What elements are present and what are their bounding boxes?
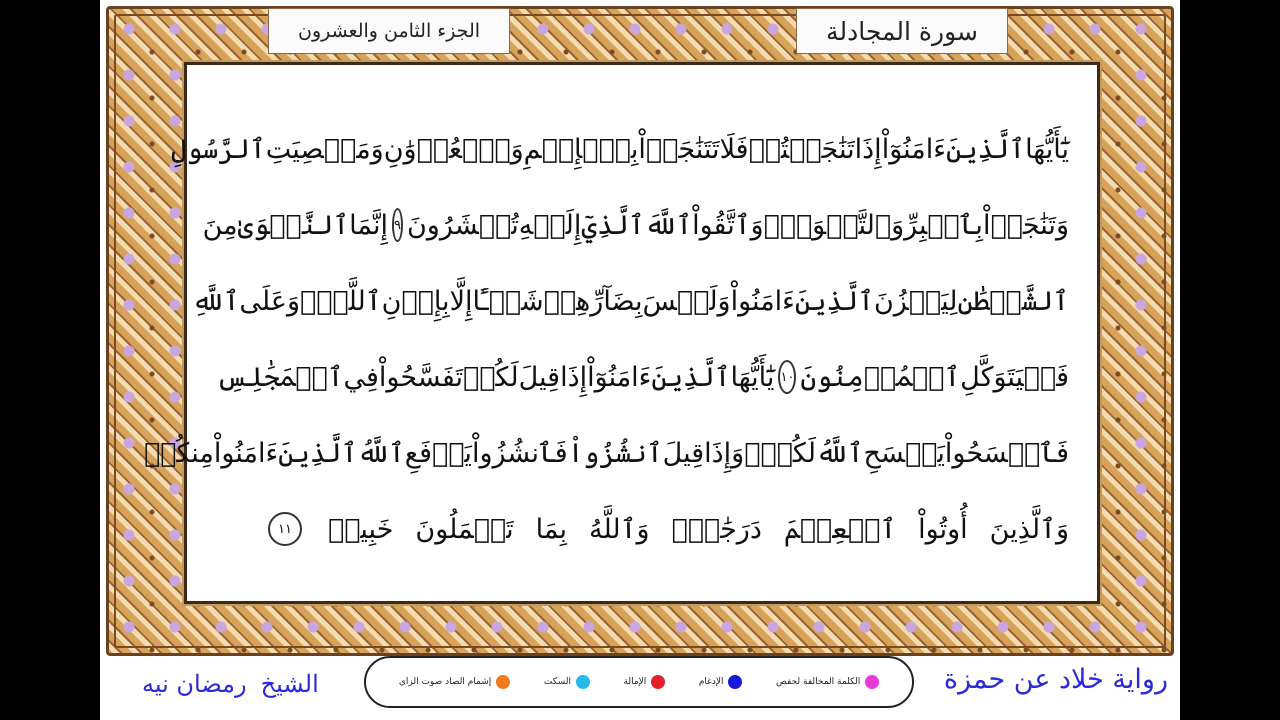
reciter-title: الشيخ (260, 670, 319, 698)
quran-word: فَلۡيَتَوَكَّلِ (960, 361, 1069, 393)
quran-word: قِيلَ (662, 437, 705, 469)
quran-word: بِٱلۡإِثۡمِ (523, 133, 639, 165)
quran-word: فَٱفۡسَحُواْ (944, 437, 1069, 469)
footer-bar (100, 636, 1180, 720)
quran-word: وَمَعۡصِيَتِ (265, 133, 384, 165)
quran-word: ٱلَّذِينَ (651, 361, 731, 393)
quran-word: وَٱلَّذِينَ (989, 513, 1069, 545)
quran-line (217, 339, 1069, 415)
quran-word: يَفۡسَحِ (863, 437, 945, 469)
quran-word: لِيَحۡزُنَ (873, 285, 958, 317)
quran-word: بِضَآرِّهِمۡ (543, 285, 643, 317)
quran-word: إِذَا (854, 133, 882, 165)
reciter-full-name: رمضان نيه (142, 670, 247, 698)
quran-word: ءَامَنُواْ (730, 285, 795, 317)
quran-word: ٱللَّهُ (815, 437, 864, 469)
quran-word: تَتَنَٰجَوۡاْ (638, 133, 720, 165)
quran-line (143, 415, 1069, 491)
quran-word: فَلَا (719, 133, 749, 165)
quran-line (202, 187, 1069, 263)
riwaya-label: رواية خلاد عن حمزة (943, 664, 1168, 695)
quran-word: إِلَيۡهِ (518, 209, 582, 241)
quran-word: وَٱتَّقُواْ (692, 209, 764, 241)
quran-word: يَٰٓأَيُّهَا (730, 361, 775, 393)
quran-word: وَٱلۡعُدۡوَٰنِ (383, 133, 524, 165)
quran-word: ٱلۡعِلۡمَ (783, 513, 897, 545)
quran-word: يَٰٓأَيُّهَا (1025, 133, 1069, 165)
quran-word: ٱللَّهِ (191, 285, 240, 317)
legend-color-dot (496, 675, 510, 689)
quran-line (170, 111, 1069, 187)
legend-item (776, 675, 879, 689)
quran-word: وَٱلتَّقۡوَىٰۖ (763, 209, 905, 241)
quran-word: ٱلنَّجۡوَىٰ (237, 209, 350, 241)
quran-word: وَلَيۡسَ (642, 285, 731, 317)
quran-word: لَكُمۡ (463, 361, 519, 393)
quran-word: وَإِذَا (704, 437, 745, 469)
quran-word: ٱلَّذِينَ (278, 437, 358, 469)
quran-word: تُحۡشَرُونَ (406, 209, 519, 241)
quran-word: ٱلَّذِيٓ (581, 209, 645, 241)
legend-item (624, 675, 666, 689)
quran-word: ٱللَّهَ (644, 209, 693, 241)
ayah-number-marker: ٩ (392, 208, 403, 242)
quran-word: ءَامَنُوٓاْ (881, 133, 946, 165)
quran-word: مِنكُمۡ (143, 437, 214, 469)
mushaf-page (100, 0, 1180, 720)
quran-word: فَٱنشُزُواْ (471, 437, 568, 469)
surah-title: سورة المجادلة (796, 8, 1008, 54)
quran-word: يَرۡفَعِ (404, 437, 472, 469)
quran-word: ٱنشُزُواْ (567, 437, 663, 469)
quran-word: ٱلَّذِينَ (794, 285, 874, 317)
quran-word: بِإِذۡنِ (381, 285, 450, 317)
quran-word: ٱللَّهِۚ (300, 285, 382, 317)
quran-word: وَعَلَى (239, 285, 300, 317)
quran-word: فِي (343, 361, 379, 393)
quran-word: دَرَجَٰتٖۚ (671, 513, 762, 545)
ayah-number-marker: ١٠ (778, 360, 796, 394)
quran-word: إِلَّا (449, 285, 473, 317)
juz-label: الجزء الثامن والعشرون (268, 8, 510, 54)
quran-word: إِذَا (560, 361, 588, 393)
quran-word: خَبِيرٞ (328, 513, 394, 545)
legend-label: السكت (543, 677, 571, 687)
quran-text (143, 111, 1069, 567)
quran-word: ٱلشَّيۡطَٰنِ (957, 285, 1069, 317)
quran-line (191, 263, 1069, 339)
quran-word: شَيۡـًٔا (472, 285, 544, 317)
legend-color-dot (728, 675, 742, 689)
legend-label: الإمالة (623, 677, 647, 687)
quran-word: ٱلَّذِينَ (945, 133, 1026, 165)
quran-word: وَتَنَٰجَوۡاْ (982, 209, 1069, 241)
quran-word: ءَامَنُوٓاْ (587, 361, 652, 393)
quran-word: تَعۡمَلُونَ (415, 513, 514, 545)
quran-line (217, 491, 1069, 567)
legend-item (544, 675, 590, 689)
quran-word: تَنَٰجَيۡتُمۡ (748, 133, 855, 165)
quran-word: ٱلۡمَجَٰلِسِ (216, 361, 344, 393)
reciter-name (142, 670, 319, 698)
quran-word: ٱلرَّسُولِ (170, 133, 266, 165)
quran-word: إِنَّمَا (349, 209, 388, 241)
legend-item (699, 675, 743, 689)
quran-word: ٱللَّهُ (357, 437, 405, 469)
quran-word: مِنَ (202, 209, 238, 241)
legend-item (399, 675, 510, 689)
quran-word: أُوتُواْ (918, 513, 968, 545)
quran-word: بِمَا (535, 513, 567, 545)
legend-color-dot (576, 675, 590, 689)
quran-word: ءَامَنُواْ (213, 437, 279, 469)
quran-word: ٱلۡمُؤۡمِنُونَ (800, 361, 961, 393)
quran-word: قِيلَ (518, 361, 561, 393)
legend-label: الإدغام (698, 677, 724, 687)
quran-text-panel (143, 62, 1100, 604)
legend-label: إشمام الصاد صوت الزاي (398, 677, 492, 687)
legend-color-dot (865, 675, 879, 689)
ayah-number-marker: ١١ (268, 512, 302, 546)
color-legend (364, 656, 914, 708)
quran-word: بِٱلۡبِرِّ (904, 209, 983, 241)
quran-word: وَٱللَّهُ (589, 513, 650, 545)
quran-word: تَفَسَّحُواْ (378, 361, 464, 393)
legend-color-dot (651, 675, 665, 689)
quran-word: لَكُمۡۖ (744, 437, 816, 469)
legend-label: الكلمة المخالفة لحفص (776, 677, 861, 687)
